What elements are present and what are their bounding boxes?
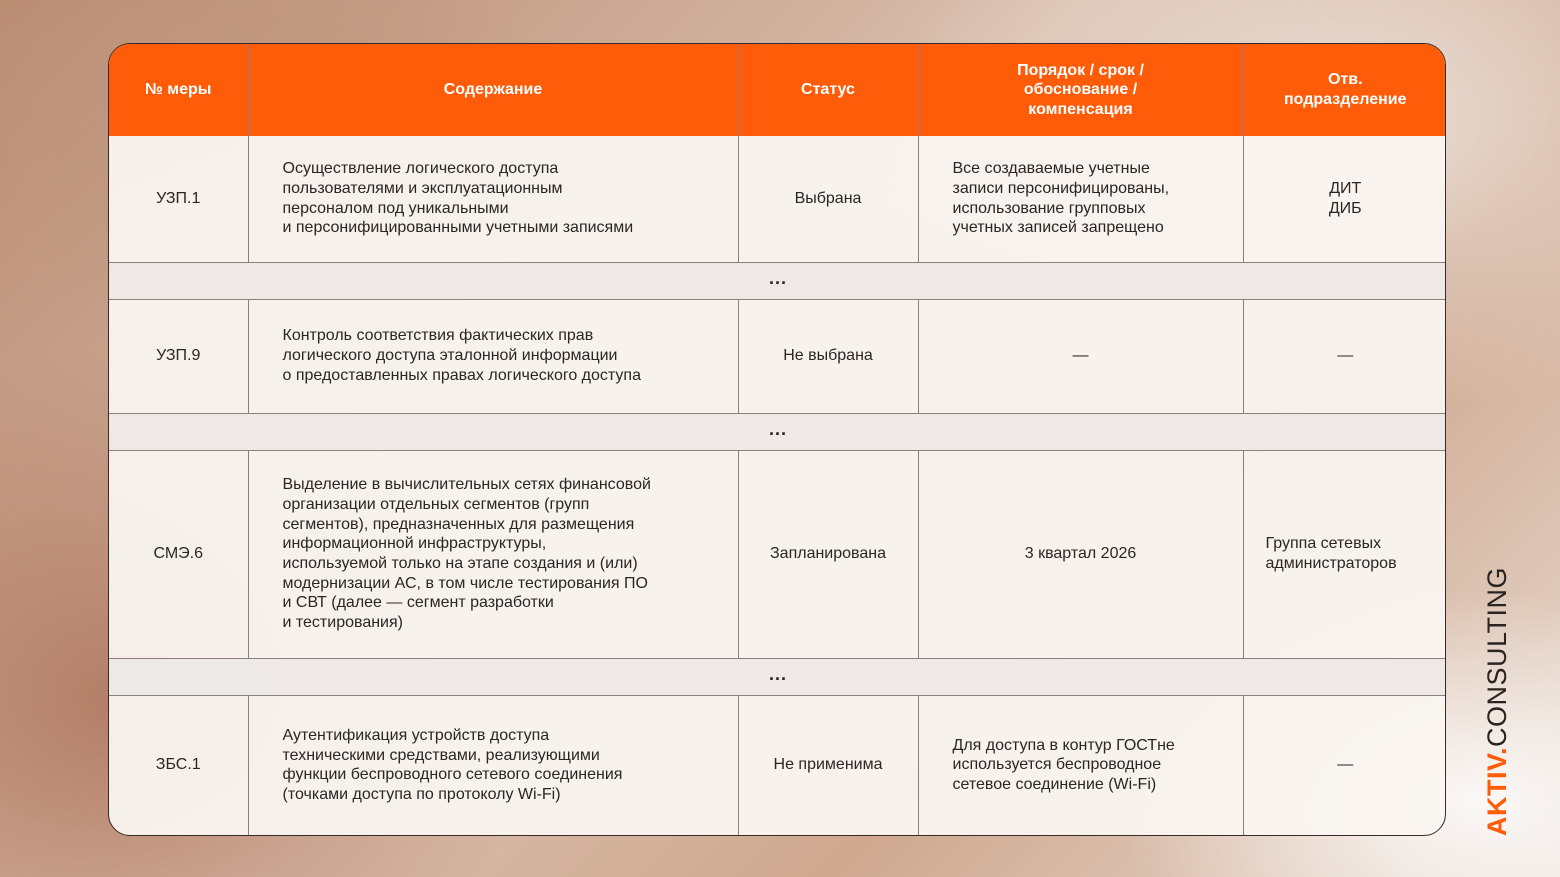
measure-id: ЗБС.1	[109, 695, 248, 835]
measure-status: Выбрана	[738, 136, 918, 262]
brand-logo-part1: AKTIV.	[1482, 746, 1512, 836]
measures-table	[109, 44, 1446, 835]
table-row	[109, 450, 1446, 658]
measure-content: Выделение в вычислительных сетях финансовой организации отдельных сегментов (групп сегментов), предназначенных для размещения информационной инфраструктуры, используемой только на этапе создания и (или) модернизации АС, в том числе тестирования ПО и СВТ (далее — сегмент разработки и тестирования)	[248, 450, 738, 658]
header-measure-number: № меры	[109, 44, 248, 136]
ellipsis-row	[109, 413, 1446, 450]
ellipsis: ...	[109, 413, 1446, 450]
measure-content: Контроль соответствия фактических прав логического доступа эталонной информации о предоставленных правах логического доступа	[248, 299, 738, 413]
ellipsis: ...	[109, 658, 1446, 695]
header-content: Содержание	[248, 44, 738, 136]
measure-department: —	[1243, 299, 1446, 413]
measure-id: УЗП.9	[109, 299, 248, 413]
measure-id: СМЭ.6	[109, 450, 248, 658]
measure-order: 3 квартал 2026	[918, 450, 1243, 658]
measure-content: Осуществление логического доступа пользователями и эксплуатационным персоналом под уникальными и персонифицированными учетными записями	[248, 136, 738, 262]
brand-logo-part2: CONSULTING	[1482, 566, 1512, 747]
ellipsis: ...	[109, 262, 1446, 299]
measure-order: Для доступа в контур ГОСТне используется беспроводное сетевое соединение (Wi-Fi)	[918, 695, 1243, 835]
table-row	[109, 695, 1446, 835]
measure-order: Все создаваемые учетные записи персонифицированы, использование групповых учетных записей запрещено	[918, 136, 1243, 262]
measure-content: Аутентификация устройств доступа техническими средствами, реализующими функции беспроводного сетевого соединения (точками доступа по протоколу Wi-Fi)	[248, 695, 738, 835]
ellipsis-row	[109, 262, 1446, 299]
table-row	[109, 299, 1446, 413]
measure-order: —	[918, 299, 1243, 413]
header-department: Отв. подразделение	[1243, 44, 1446, 136]
measure-department: Группа сетевых администраторов	[1243, 450, 1446, 658]
measure-department: ДИТ ДИБ	[1243, 136, 1446, 262]
measure-department: —	[1243, 695, 1446, 835]
measure-status: Не применима	[738, 695, 918, 835]
measure-id: УЗП.1	[109, 136, 248, 262]
ellipsis-row	[109, 658, 1446, 695]
measures-table-card	[108, 43, 1446, 836]
measure-status: Не выбрана	[738, 299, 918, 413]
table-header-row	[109, 44, 1446, 136]
brand-logo	[1482, 567, 1513, 836]
header-order: Порядок / срок / обоснование / компенсация	[918, 44, 1243, 136]
measure-status: Запланирована	[738, 450, 918, 658]
header-status: Статус	[738, 44, 918, 136]
table-row	[109, 136, 1446, 262]
